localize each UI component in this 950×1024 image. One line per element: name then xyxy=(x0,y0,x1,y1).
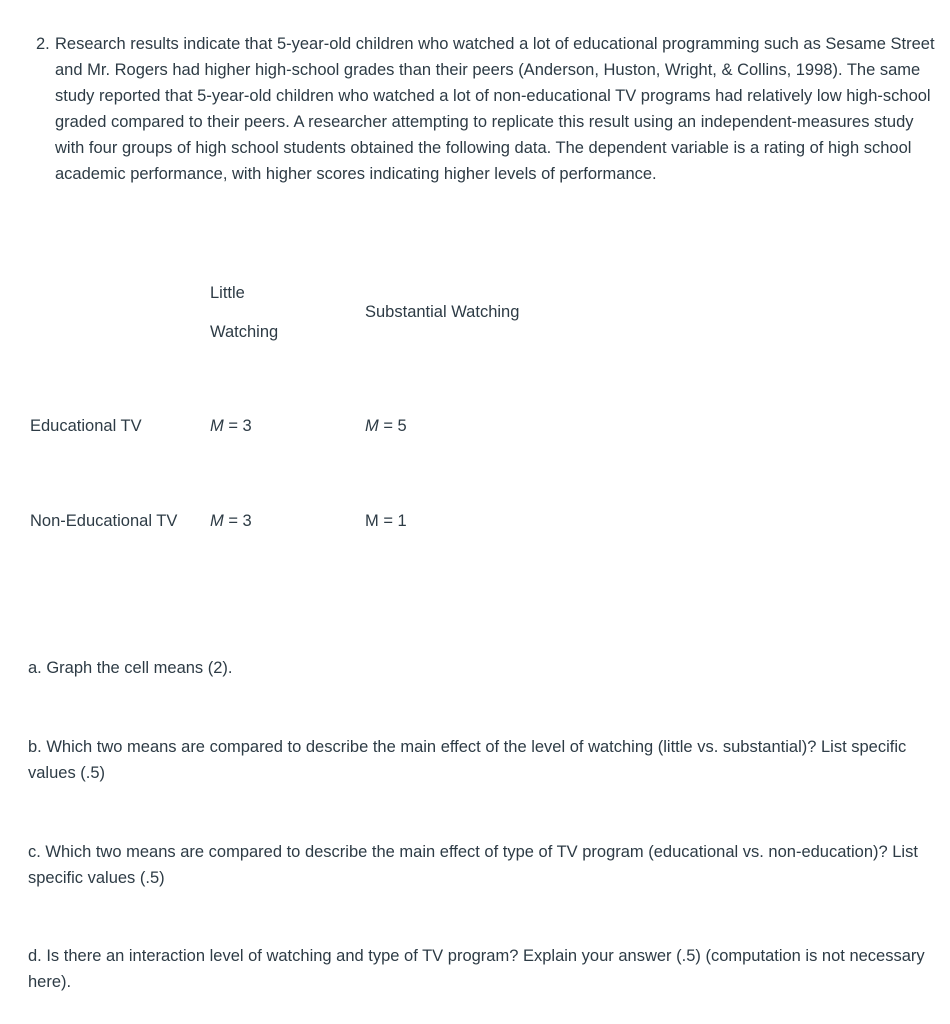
col-header-substantial: Substantial Watching xyxy=(365,303,520,321)
question-number: 2. xyxy=(36,35,50,53)
cell-non-educational-substantial: M = 1 xyxy=(365,512,407,530)
cell-educational-substantial: M = 5 xyxy=(365,417,407,435)
cell-non-educational-little: M = 3 xyxy=(210,512,252,530)
part-d: d. Is there an interaction level of watching and type of TV program? Explain your answer (.5) (computation is not necessary here). xyxy=(28,947,925,991)
row-label-non-educational: Non-Educational TV xyxy=(30,512,178,530)
cell-educational-little: M = 3 xyxy=(210,417,252,435)
question-text xyxy=(36,31,936,187)
part-b: b. Which two means are compared to describe the main effect of the level of watching (little vs. substantial)? List specific values (.5) xyxy=(28,738,907,782)
row-label-educational: Educational TV xyxy=(30,417,142,435)
part-a: a. Graph the cell means (2). xyxy=(28,659,233,677)
col-header-little-line2: Watching xyxy=(210,323,279,341)
part-c: c. Which two means are compared to describe the main effect of type of TV program (educational vs. non-education)? List specific values (.5) xyxy=(28,843,918,887)
question-body: Research results indicate that 5-year-old children who watched a lot of educational programming such as Sesame Street and Mr. Rogers had higher high-school grades than their peers (Anderson, Huston, Wright, & Collins, 1998). The same study reported that 5-year-old children who watched a lot of non-educational TV programs had relatively low high-school graded compared to their peers. A researcher attempting to replicate this result using an independent-measures study with four groups of high school students obtained the following data. The dependent variable is a rating of high school academic performance, with higher scores indicating higher levels of performance. xyxy=(55,35,935,183)
col-header-little-line1: Little xyxy=(210,284,245,302)
